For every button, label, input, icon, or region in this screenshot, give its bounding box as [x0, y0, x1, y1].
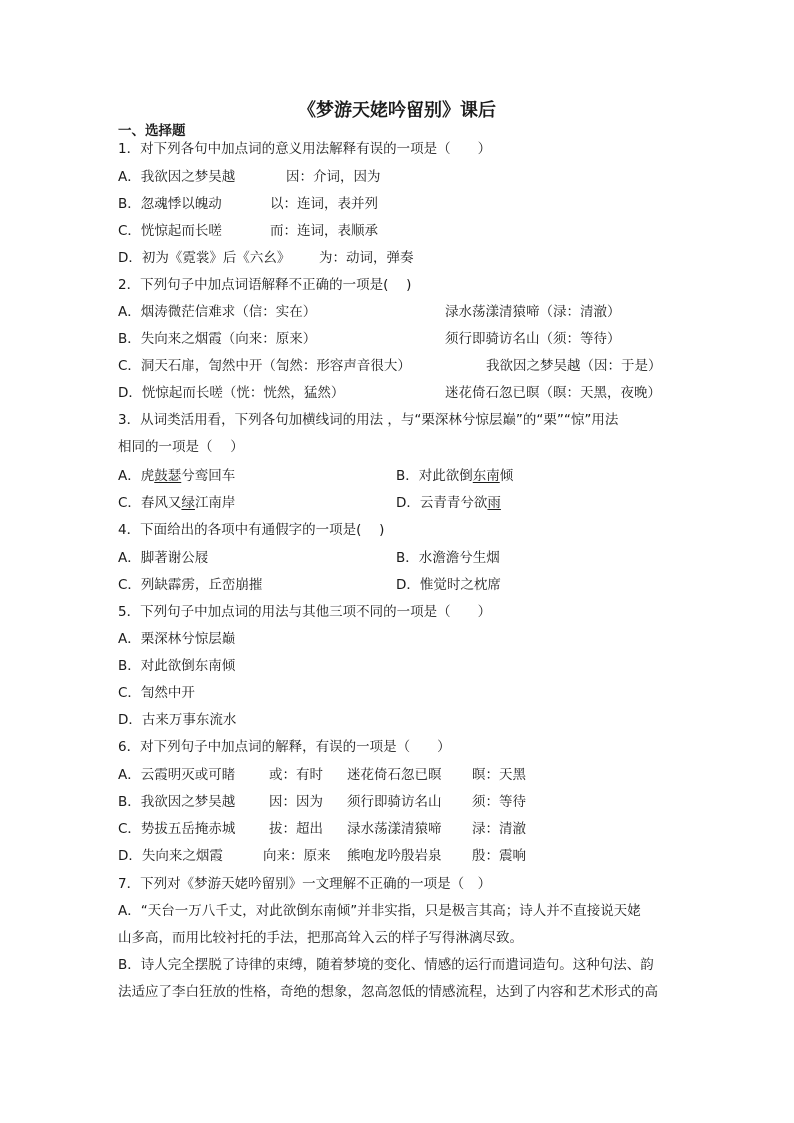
question-4-options-row-2 — [118, 576, 501, 594]
option-right: 迷花倚石忽已暝（暝：天黑，夜晚） — [445, 385, 661, 401]
option-b — [396, 468, 513, 484]
option-left: A．烟涛微茫信难求（信：实在） — [118, 304, 317, 320]
question-1-option-b — [118, 195, 378, 213]
question-5-option-d: D．古来万事东流水 — [118, 712, 237, 728]
option-text: D．初为《霓裳》后《六幺》 — [118, 250, 291, 266]
question-2-option-a — [118, 303, 621, 321]
underlined-word: 雨 — [487, 495, 501, 511]
option-right: 渌水荡漾清猿啼（渌：清澈） — [445, 304, 621, 320]
question-6-option-d — [118, 847, 526, 865]
question-6-option-b — [118, 793, 526, 811]
option-c: C．列缺霹雳，丘峦崩摧 — [118, 577, 263, 593]
question-6-option-a — [118, 766, 526, 784]
option-text: D．云青青兮欲 — [396, 495, 488, 511]
option-text: B．对此欲倒 — [396, 468, 473, 484]
question-5-option-b: B．对此欲倒东南倾 — [118, 658, 236, 674]
question-1-option-c — [118, 222, 378, 240]
option-note: 渌：清澈 — [472, 821, 526, 837]
underlined-word: 鼓瑟 — [154, 468, 182, 484]
option-d: D．惟觉时之枕席 — [396, 577, 501, 593]
option-left: D．恍惊起而长嗟（恍：恍然，猛然） — [118, 385, 345, 401]
underlined-word: 绿 — [181, 495, 195, 511]
question-4-options-row-1 — [118, 549, 500, 567]
option-sentence: 熊咆龙吟殷岩泉 — [347, 848, 442, 864]
option-d — [396, 495, 501, 511]
question-5-option-a: A．栗深林兮惊层巅 — [118, 631, 236, 647]
question-7-option-a-line-1: A．“天台一万八千丈，对此欲倒东南倾”并非实指，只是极言其高；诗人并不直接说天姥 — [118, 903, 641, 919]
option-sentence: A．云霞明灭或可睹 — [118, 767, 236, 783]
option-a: A．脚著谢公屐 — [118, 550, 209, 566]
question-7-option-a-line-2: 山多高，而用比较衬托的手法，把那高耸入云的样子写得淋漓尽致。 — [118, 930, 523, 946]
underlined-word: 东南 — [472, 468, 500, 484]
section-heading: 一、选择题 — [118, 123, 186, 139]
question-5-stem: 5．下列句子中加点词的用法与其他三项不同的一项是（ ） — [118, 604, 492, 620]
option-note: 殷：震响 — [472, 848, 526, 864]
question-2-option-c — [118, 357, 662, 375]
question-4-stem: 4．下面给出的各项中有通假字的一项是( ) — [118, 522, 385, 538]
option-sentence: C．势拔五岳掩赤城 — [118, 821, 236, 837]
question-7-option-b-line-1: B．诗人完全摆脱了诗律的束缚，随着梦境的变化、情感的运行而遣词造句。这种句法、韵 — [118, 957, 654, 973]
option-sentence: 迷花倚石忽已暝 — [347, 767, 442, 783]
question-7-stem: 7．下列对《梦游天姥吟留别》一文理解不正确的一项是（ ） — [118, 876, 492, 892]
option-note: 因：介词，因为 — [286, 169, 381, 185]
question-3-stem-line-1: 3．从词类活用看，下列各句加横线词的用法 ，与“栗深林兮惊层巅”的“栗”“惊”用法 — [118, 412, 619, 428]
option-text: B．忽魂悸以魄动 — [118, 196, 222, 212]
option-sentence: B．我欲因之梦吴越 — [118, 794, 236, 810]
question-1-option-d — [118, 249, 414, 267]
question-2-option-b — [118, 330, 621, 348]
option-sentence: D．失向来之烟霞 — [118, 848, 223, 864]
question-1-option-a — [118, 168, 381, 186]
option-b: B．水澹澹兮生烟 — [396, 550, 500, 566]
option-note: 拔：超出 — [269, 821, 323, 837]
option-note: 向来：原来 — [263, 848, 331, 864]
question-5-option-c: C．訇然中开 — [118, 685, 195, 701]
option-note: 而：连词，表顺承 — [270, 223, 378, 239]
option-text: C．春风又 — [118, 495, 182, 511]
option-note: 为：动词，弹奏 — [319, 250, 414, 266]
question-3-stem-line-2: 相同的一项是（ ） — [118, 439, 244, 455]
option-sentence: 须行即骑访名山 — [347, 794, 442, 810]
option-text: 兮鸾回车 — [181, 468, 236, 484]
question-1-stem: 1．对下列各句中加点词的意义用法解释有误的一项是（ ） — [118, 141, 492, 157]
option-text: A．我欲因之梦吴越 — [118, 169, 236, 185]
option-sentence: 渌水荡漾清猿啼 — [347, 821, 442, 837]
question-3-options-row-1 — [118, 467, 513, 485]
question-6-option-c — [118, 820, 526, 838]
question-7-option-b-line-2: 法适应了李白狂放的性格，奇绝的想象，忽高忽低的情感流程，达到了内容和艺术形式的高 — [118, 984, 658, 1000]
option-text: C．恍惊起而长嗟 — [118, 223, 222, 239]
question-6-stem: 6．对下列句子中加点词的解释，有误的一项是（ ） — [118, 739, 451, 755]
option-note: 因：因为 — [269, 794, 323, 810]
option-note: 暝：天黑 — [472, 767, 526, 783]
option-note: 以：连词，表并列 — [270, 196, 378, 212]
question-2-stem: 2．下列句子中加点词语解释不正确的一项是( ) — [118, 277, 412, 293]
question-3-options-row-2 — [118, 494, 501, 512]
option-text: A．虎 — [118, 468, 155, 484]
option-note: 或：有时 — [269, 767, 323, 783]
option-left: B．失向来之烟霞（向来：原来） — [118, 331, 317, 347]
option-c — [118, 494, 396, 512]
document-title: 《梦游天姥吟留别》课后 — [298, 100, 496, 121]
option-right: 须行即骑访名山（须：等待） — [445, 331, 621, 347]
option-right: 我欲因之梦吴越（因：于是） — [486, 358, 662, 374]
option-a — [118, 467, 396, 485]
option-note: 须：等待 — [472, 794, 526, 810]
option-left: C．洞天石扉，訇然中开（訇然：形容声音很大） — [118, 358, 411, 374]
option-text: 江南岸 — [194, 495, 236, 511]
option-text: 倾 — [499, 468, 514, 484]
question-2-option-d — [118, 384, 661, 402]
